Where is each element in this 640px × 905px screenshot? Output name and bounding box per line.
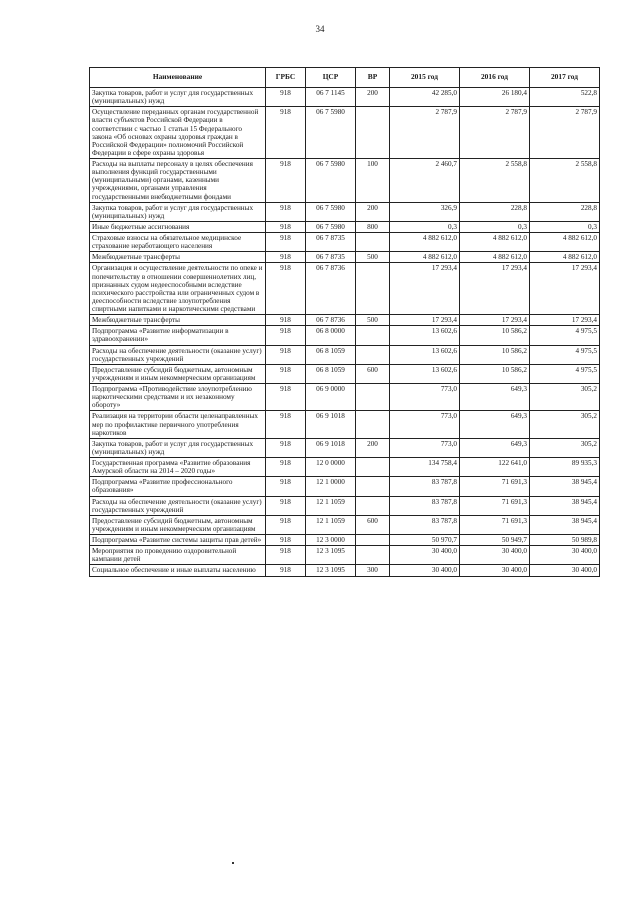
cell-2016: 10 586,2 [460,345,530,364]
cell-vr [356,326,390,345]
cell-2016: 649,3 [460,438,530,457]
cell-name: Государственная программа «Развитие образования Амурской области на 2014 – 2020 годы» [90,458,266,477]
cell-vr: 800 [356,221,390,232]
header-2017: 2017 год [530,68,600,88]
cell-name: Закупка товаров, работ и услуг для государственных (муниципальных) нужд [90,202,266,221]
cell-name: Расходы на обеспечение деятельности (оказание услуг) государственных учреждений [90,345,266,364]
cell-csr: 06 7 8736 [306,315,356,326]
cell-csr: 12 3 0000 [306,535,356,546]
cell-2016: 0,3 [460,221,530,232]
cell-2016: 4 882 612,0 [460,252,530,263]
cell-csr: 12 1 0000 [306,477,356,496]
cell-csr: 06 7 8735 [306,233,356,252]
cell-2017: 0,3 [530,221,600,232]
cell-name: Предоставление субсидий бюджетным, автономным учреждениям и иным некоммерческим организациям [90,515,266,534]
cell-grbs: 918 [266,107,306,159]
cell-vr [356,535,390,546]
cell-grbs: 918 [266,458,306,477]
table-row [90,364,600,383]
table-row [90,477,600,496]
cell-name: Расходы на обеспечение деятельности (оказание услуг) государственных учреждений [90,496,266,515]
cell-vr [356,233,390,252]
cell-2016: 71 691,3 [460,496,530,515]
cell-name: Иные бюджетные ассигнования [90,221,266,232]
cell-name: Закупка товаров, работ и услуг для государственных (муниципальных) нужд [90,438,266,457]
cell-2017: 4 882 612,0 [530,252,600,263]
cell-2015: 50 970,7 [390,535,460,546]
cell-name: Осуществление переданных органам государственной власти субъектов Российской Федерации в соответствии с частью 1 статьи 15 Федерального закона «Об основах охраны здоровья граждан в Российской Федерации» полномочий Российской Федерации в сфере охраны здоровья [90,107,266,159]
cell-name: Мероприятия по проведению оздоровительной кампании детей [90,546,266,565]
table-row [90,326,600,345]
cell-vr: 600 [356,364,390,383]
cell-2017: 30 400,0 [530,546,600,565]
table-row [90,438,600,457]
cell-csr: 06 7 8736 [306,263,356,315]
cell-csr: 12 1 1059 [306,496,356,515]
cell-name: Предоставление субсидий бюджетным, автономным учреждениям и иным некоммерческим организациям [90,364,266,383]
cell-2017: 38 945,4 [530,496,600,515]
header-name: Наименование [90,68,266,88]
cell-2015: 17 293,4 [390,315,460,326]
cell-vr [356,477,390,496]
cell-2015: 42 285,0 [390,88,460,107]
table-row [90,535,600,546]
table-row [90,546,600,565]
cell-grbs: 918 [266,88,306,107]
cell-grbs: 918 [266,326,306,345]
cell-vr [356,458,390,477]
cell-grbs: 918 [266,233,306,252]
cell-csr: 06 7 5980 [306,221,356,232]
cell-2016: 30 400,0 [460,565,530,576]
cell-2017: 2 787,9 [530,107,600,159]
cell-grbs: 918 [266,565,306,576]
budget-table [89,67,600,577]
cell-2016: 122 641,0 [460,458,530,477]
cell-2017: 17 293,4 [530,263,600,315]
cell-2017: 4 975,5 [530,345,600,364]
table-row [90,233,600,252]
cell-csr: 12 3 1095 [306,565,356,576]
cell-2015: 13 602,6 [390,364,460,383]
cell-name: Страховые взносы на обязательное медицинское страхование неработающего населения [90,233,266,252]
cell-grbs: 918 [266,411,306,438]
cell-grbs: 918 [266,252,306,263]
header-2016: 2016 год [460,68,530,88]
cell-vr [356,384,390,411]
cell-vr: 200 [356,438,390,457]
header-2015: 2015 год [390,68,460,88]
cell-2017: 30 400,0 [530,565,600,576]
scan-dot [232,862,234,864]
cell-2016: 649,3 [460,384,530,411]
cell-name: Межбюджетные трансферты [90,315,266,326]
cell-2017: 228,8 [530,202,600,221]
table-row [90,515,600,534]
cell-2015: 17 293,4 [390,263,460,315]
table-row [90,345,600,364]
cell-grbs: 918 [266,345,306,364]
cell-grbs: 918 [266,221,306,232]
cell-grbs: 918 [266,315,306,326]
cell-name: Социальное обеспечение и иные выплаты населению [90,565,266,576]
cell-name: Подпрограмма «Противодействие злоупотреблению наркотическими средствами и их незаконному обороту» [90,384,266,411]
cell-name: Организация и осуществление деятельности по опеке и попечительству в отношении совершеннолетних лиц, признанных судом недееспособными вследствие психического расстройства или ограниченных судом в дееспособности вследствие злоупотребления спиртными напитками и наркотическими средствами [90,263,266,315]
cell-2015: 773,0 [390,411,460,438]
cell-2017: 50 989,8 [530,535,600,546]
cell-vr: 600 [356,515,390,534]
cell-2017: 305,2 [530,438,600,457]
cell-2016: 50 949,7 [460,535,530,546]
cell-2017: 38 945,4 [530,477,600,496]
cell-2015: 134 758,4 [390,458,460,477]
cell-2015: 83 787,8 [390,496,460,515]
cell-csr: 06 7 5980 [306,107,356,159]
cell-csr: 06 8 1059 [306,345,356,364]
cell-2016: 71 691,3 [460,515,530,534]
cell-2015: 4 882 612,0 [390,233,460,252]
cell-vr: 200 [356,88,390,107]
cell-2016: 10 586,2 [460,326,530,345]
cell-2016: 71 691,3 [460,477,530,496]
cell-name: Подпрограмма «Развитие системы защиты прав детей» [90,535,266,546]
cell-name: Подпрограмма «Развитие информатизации в здравоохранении» [90,326,266,345]
cell-2016: 30 400,0 [460,546,530,565]
cell-2017: 4 975,5 [530,364,600,383]
cell-2015: 2 787,9 [390,107,460,159]
cell-grbs: 918 [266,263,306,315]
cell-vr [356,263,390,315]
table-row [90,107,600,159]
cell-2016: 17 293,4 [460,315,530,326]
cell-csr: 06 9 0000 [306,384,356,411]
cell-2016: 10 586,2 [460,364,530,383]
cell-2017: 4 975,5 [530,326,600,345]
cell-grbs: 918 [266,159,306,203]
cell-grbs: 918 [266,202,306,221]
table-row [90,458,600,477]
table-row [90,496,600,515]
cell-2015: 773,0 [390,438,460,457]
cell-vr [356,411,390,438]
cell-2015: 83 787,8 [390,515,460,534]
cell-csr: 06 7 5980 [306,202,356,221]
cell-csr: 06 7 8735 [306,252,356,263]
cell-2015: 13 602,6 [390,326,460,345]
header-vr: ВР [356,68,390,88]
cell-grbs: 918 [266,364,306,383]
cell-vr [356,496,390,515]
cell-vr [356,546,390,565]
table-row [90,221,600,232]
cell-vr: 200 [356,202,390,221]
cell-2016: 4 882 612,0 [460,233,530,252]
cell-grbs: 918 [266,384,306,411]
cell-2015: 30 400,0 [390,565,460,576]
cell-grbs: 918 [266,496,306,515]
cell-csr: 06 8 1059 [306,364,356,383]
table-row [90,159,600,203]
cell-2017: 38 945,4 [530,515,600,534]
header-grbs: ГРБС [266,68,306,88]
cell-vr: 300 [356,565,390,576]
cell-2016: 26 180,4 [460,88,530,107]
cell-2015: 13 602,6 [390,345,460,364]
cell-name: Реализация на территории области целенаправленных мер по профилактике первичного употребления наркотиков [90,411,266,438]
cell-grbs: 918 [266,438,306,457]
table-row [90,202,600,221]
cell-2015: 4 882 612,0 [390,252,460,263]
cell-grbs: 918 [266,515,306,534]
cell-csr: 06 9 1018 [306,438,356,457]
cell-csr: 06 9 1018 [306,411,356,438]
cell-vr: 100 [356,159,390,203]
cell-2017: 89 935,3 [530,458,600,477]
cell-csr: 06 7 5980 [306,159,356,203]
page-number: 34 [315,24,325,34]
table-body [90,88,600,577]
cell-name: Расходы на выплаты персоналу в целях обеспечения выполнения функций государственными (муниципальными) органами, казенными учреждениями, органами управления государственными внебюджетными фондами [90,159,266,203]
cell-csr: 12 0 0000 [306,458,356,477]
cell-2015: 326,9 [390,202,460,221]
cell-csr: 12 1 1059 [306,515,356,534]
cell-grbs: 918 [266,546,306,565]
cell-2017: 17 293,4 [530,315,600,326]
cell-2016: 649,3 [460,411,530,438]
table-row [90,565,600,576]
cell-vr: 500 [356,252,390,263]
cell-vr [356,345,390,364]
table-row [90,315,600,326]
cell-grbs: 918 [266,477,306,496]
cell-2017: 2 558,8 [530,159,600,203]
table-row [90,263,600,315]
cell-2016: 2 558,8 [460,159,530,203]
cell-name: Межбюджетные трансферты [90,252,266,263]
table-row [90,384,600,411]
cell-2017: 522,8 [530,88,600,107]
cell-2015: 30 400,0 [390,546,460,565]
table-row [90,252,600,263]
cell-2015: 773,0 [390,384,460,411]
cell-2017: 4 882 612,0 [530,233,600,252]
cell-2015: 83 787,8 [390,477,460,496]
cell-2016: 17 293,4 [460,263,530,315]
cell-vr: 500 [356,315,390,326]
cell-grbs: 918 [266,535,306,546]
table-header-row [90,68,600,88]
cell-csr: 12 3 1095 [306,546,356,565]
cell-name: Закупка товаров, работ и услуг для государственных (муниципальных) нужд [90,88,266,107]
cell-2016: 2 787,9 [460,107,530,159]
cell-2016: 228,8 [460,202,530,221]
cell-csr: 06 8 0000 [306,326,356,345]
table-row [90,88,600,107]
cell-2017: 305,2 [530,411,600,438]
cell-csr: 06 7 1145 [306,88,356,107]
header-csr: ЦСР [306,68,356,88]
cell-name: Подпрограмма «Развитие профессионального образования» [90,477,266,496]
cell-vr [356,107,390,159]
table-row [90,411,600,438]
cell-2015: 0,3 [390,221,460,232]
cell-2017: 305,2 [530,384,600,411]
cell-2015: 2 460,7 [390,159,460,203]
